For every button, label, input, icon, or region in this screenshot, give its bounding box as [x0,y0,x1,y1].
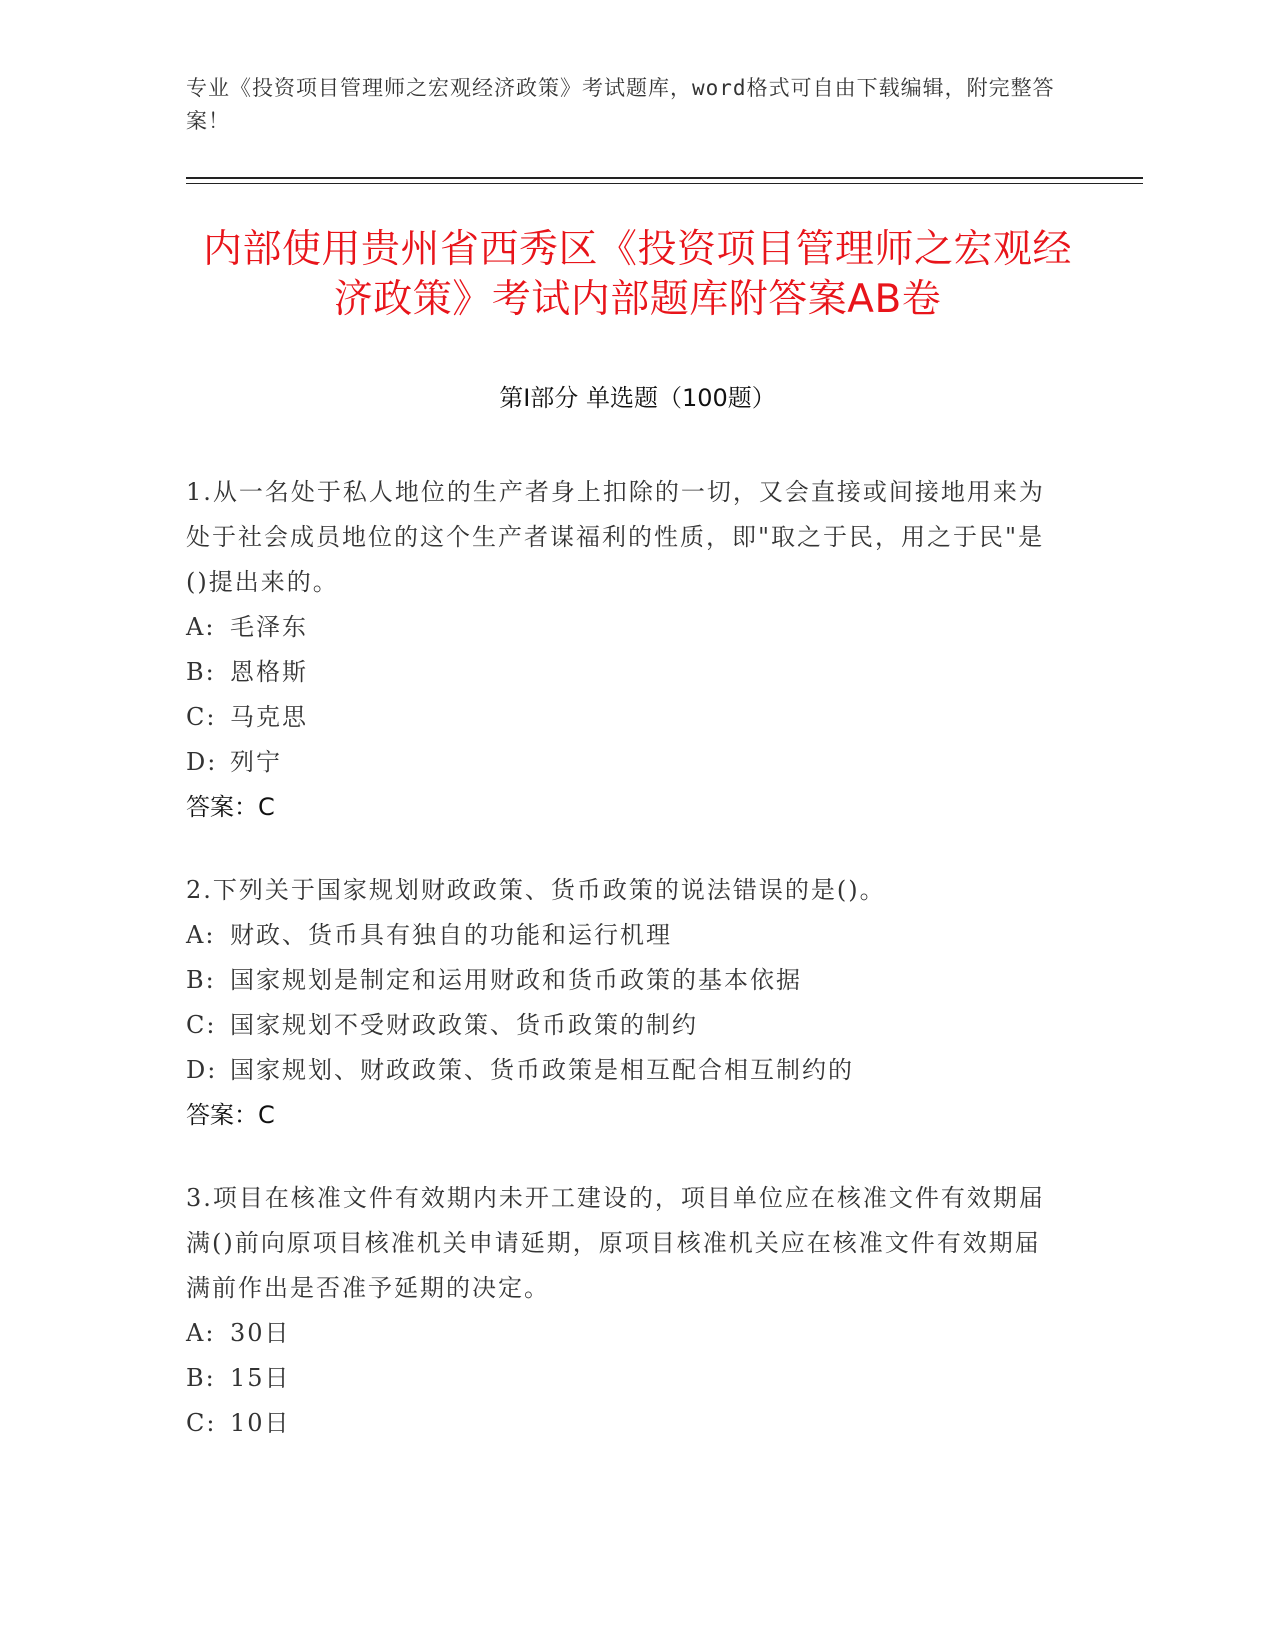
header-rule-thick [186,177,1143,179]
option-letter: A: [186,1319,216,1347]
option-text: 马克思 [230,703,308,731]
option-text: 30日 [230,1319,291,1347]
question-text: 3.项目在核准文件有效期内未开工建设的，项目单位应在核准文件有效期届满()前向原项目核准机关申请延期，原项目核准机关应在核准文件有效期届满前作出是否准予延期的决定。 [186,1184,1045,1302]
option-text: 恩格斯 [230,658,308,686]
option-d [186,740,1066,785]
option-text: 毛泽东 [230,613,308,641]
option-a [186,1311,1066,1356]
option-text: 国家规划是制定和运用财政和货币政策的基本依据 [230,966,802,994]
header-note: 专业《投资项目管理师之宏观经济政策》考试题库，word格式可自由下载编辑，附完整答案！ [186,76,1055,133]
answer-label: 答案：C [186,793,275,821]
option-letter: B: [186,658,216,686]
option-text: 国家规划、财政政策、货币政策是相互配合相互制约的 [230,1056,854,1084]
option-text: 财政、货币具有独自的功能和运行机理 [230,921,672,949]
question-1 [186,470,1066,830]
question-3 [186,1176,1066,1446]
section-title: 第Ⅰ部分 单选题（100题） [499,384,776,412]
question-list [186,470,1066,1484]
option-letter: C: [186,703,217,731]
document-title: 内部使用贵州省西秀区《投资项目管理师之宏观经济政策》考试内部题库附答案AB卷 [202,227,1072,322]
option-a [186,913,1066,958]
option-letter: B: [186,1364,216,1392]
option-text: 国家规划不受财政政策、货币政策的制约 [230,1011,698,1039]
option-letter: A: [186,921,216,949]
option-b [186,1356,1066,1401]
option-d [186,1048,1066,1093]
answer-label: 答案：C [186,1101,275,1129]
option-text: 列宁 [230,748,282,776]
option-c [186,1401,1066,1446]
header-rule-thin [186,183,1143,184]
question-text: 2.下列关于国家规划财政政策、货币政策的说法错误的是()。 [186,876,886,904]
option-letter: C: [186,1011,217,1039]
option-b [186,958,1066,1003]
option-letter: C: [186,1409,217,1437]
option-text: 15日 [230,1364,291,1392]
option-b [186,650,1066,695]
question-2 [186,868,1066,1138]
option-letter: D: [186,748,218,776]
question-text: 1.从一名处于私人地位的生产者身上扣除的一切，又会直接或间接地用来为处于社会成员地位的这个生产者谋福利的性质，即"取之于民，用之于民"是()提出来的。 [186,478,1045,596]
option-letter: D: [186,1056,218,1084]
option-text: 10日 [230,1409,291,1437]
option-letter: B: [186,966,216,994]
option-c [186,695,1066,740]
option-c [186,1003,1066,1048]
option-a [186,605,1066,650]
option-letter: A: [186,613,216,641]
